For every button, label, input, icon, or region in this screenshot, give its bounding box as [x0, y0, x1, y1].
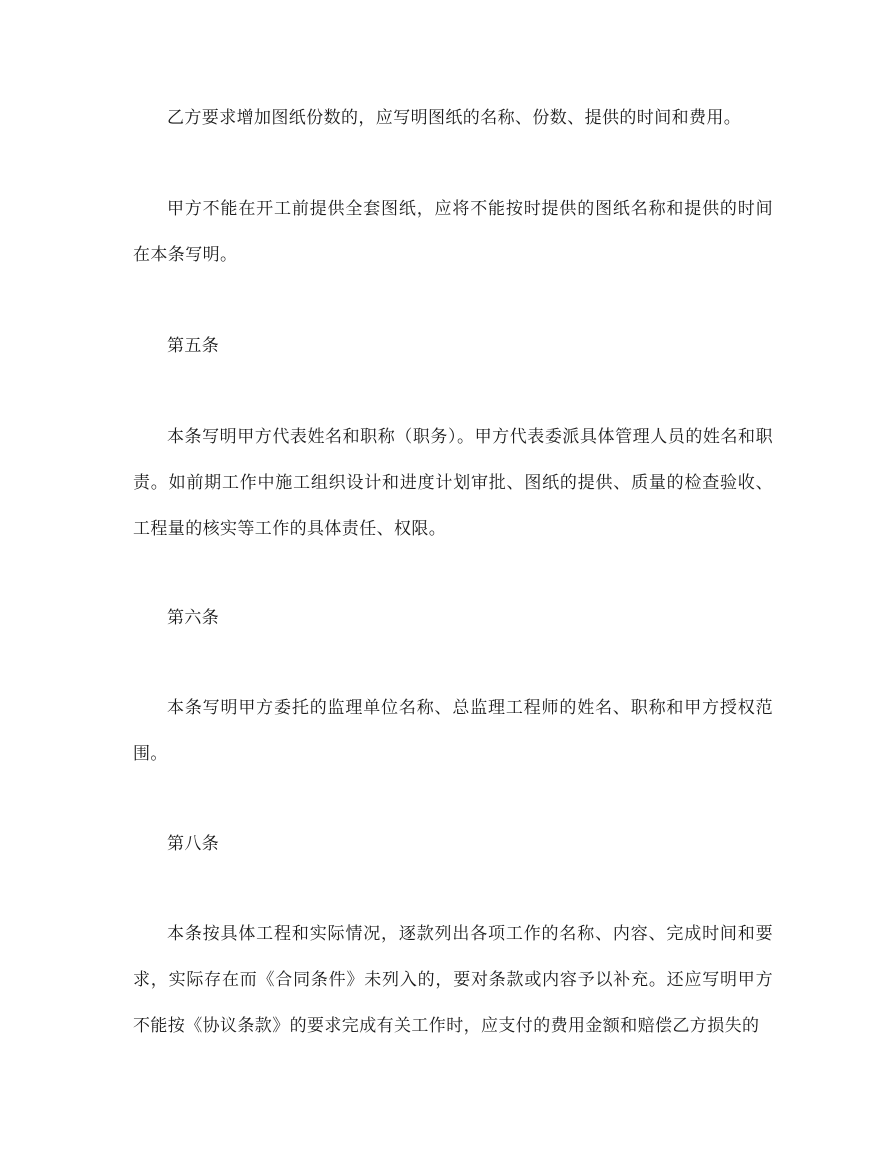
paragraph-drawing-copies: 乙方要求增加图纸份数的，应写明图纸的名称、份数、提供的时间和费用。 — [167, 108, 742, 128]
paragraph-article-8-obligations: 本条按具体工程和实际情况，逐款列出各项工作的名称、内容、完成时间和要求，实际存在而《合同条件》未列入的，要对条款或内容予以补充。还应写明甲方不能按《协议条款》的要求完成有关工作时，应支付的费用金额和赔偿乙方损失的 — [133, 924, 773, 1036]
heading-article-8: 第八条 — [167, 834, 220, 854]
heading-article-5: 第五条 — [167, 336, 220, 356]
paragraph-drawing-delivery: 甲方不能在开工前提供全套图纸，应将不能按时提供的图纸名称和提供的时间在本条写明。 — [133, 199, 773, 265]
paragraph-article-5-representative: 本条写明甲方代表姓名和职称（职务）。甲方代表委派具体管理人员的姓名和职责。如前期工作中施工组织设计和进度计划审批、图纸的提供、质量的检查验收、工程量的核实等工作的具体责任、权限。 — [133, 427, 773, 539]
paragraph-article-6-supervision: 本条写明甲方委托的监理单位名称、总监理工程师的姓名、职称和甲方授权范围。 — [133, 698, 773, 764]
heading-article-6: 第六条 — [167, 608, 220, 628]
